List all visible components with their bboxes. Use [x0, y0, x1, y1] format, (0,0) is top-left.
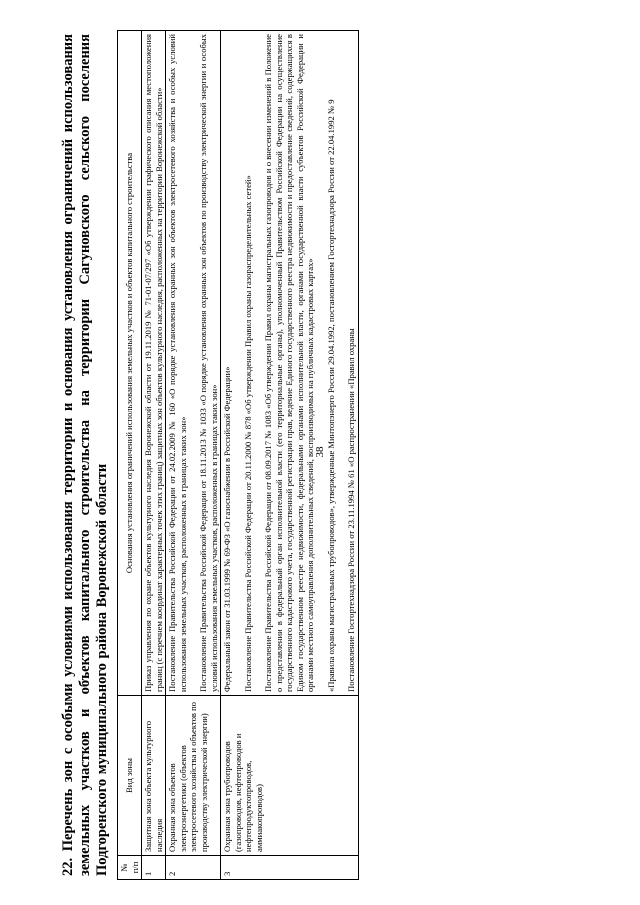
document-heading: 22. Перечень зон с особыми условиями использования территории и основания установления ограничений использования земельных участков и объектов капитального строительства на территории Сагуновского сельского поселения Подгоренского муниципального района Воронежской области [60, 34, 110, 876]
row-basis [221, 31, 359, 696]
basis-paragraph: Приказ управления по охране объектов культурного наследия Воронежской области от 19.11.2019 № 71-01-07/297 «Об утверждении графического описания местоположения границ (с перечнем координат характерных точек этих границ) защитных зон объектов культурного наследия, расположенных на территории Воронежской области» [143, 34, 164, 692]
header-num: № п/п [118, 856, 142, 880]
row-basis [166, 31, 221, 696]
row-num: 2 [166, 856, 221, 880]
basis-paragraph: «Правила охраны магистральных трубопроводов», утвержденные Минтопэнерго России 29.04.1992, постановлением Госгортехнадзора России от 22.04.1992 № 9 [325, 99, 336, 692]
row-num: 1 [142, 856, 166, 880]
row-num: 3 [221, 856, 359, 880]
zones-table [117, 30, 359, 880]
row-zone-type: Защитная зона объекта культурного наследия [142, 696, 166, 856]
page-number: 38 [314, 446, 326, 458]
basis-paragraph: Постановление Госгортехнадзора России от 23.11.1994 № 61 «О распространении «Правил охраны [346, 328, 356, 692]
basis-paragraph: Постановление Правительства Российской Федерации от 08.09.2017 № 1083 «Об утверждении Правил охраны магистральных газопроводов и о внесении изменений в Положение о представлении в федеральный орган исполнительной власти (его территориальные органы), уполномоченный Правительством Российской Федерации на осуществление государственного кадастрового учета, государственной регистрации прав, ведение Единого государственного реестра недвижимости и предоставление сведений, содержащихся в Едином государственном реестре недвижимости, федеральными органами исполнительной власти, органами государственной власти субъектов Российской Федерации и органами местного самоуправления дополнительных сведений, воспроизводимых на публичных кадастровых картах» [263, 34, 315, 692]
row-basis [142, 31, 166, 696]
row-zone-type: Охранная зона трубопроводов (газопроводов, нефтепроводов и нефтепродуктопроводов, аммиакопроводов) [221, 696, 359, 856]
header-basis: Основания установления ограничений использования земельных участков и объектов капитального строительства [118, 31, 142, 696]
table-row [221, 31, 359, 880]
basis-paragraph: Постановление Правительства Российской Федерации от 20.11.2000 № 878 «Об утверждении Правил охраны газораспределительных сетей» [242, 175, 253, 692]
header-zone-type: Вид зоны [118, 696, 142, 856]
basis-paragraph: Федеральный закон от 31.03.1999 № 69-ФЗ «О газоснабжении в Российской Федерации» [222, 366, 232, 692]
basis-paragraph: Постановление Правительства Российской Федерации от 24.02.2009 № 160 «О порядке установления охранных зон объектов электросетевого хозяйства и особых условий использования земельных участков, расположенных в границах таких зон» [167, 34, 188, 692]
table-header-row [118, 31, 142, 880]
table-row [166, 31, 221, 880]
table-row [142, 31, 166, 880]
basis-paragraph: Постановление Правительства Российской Федерации от 18.11.2013 № 1033 «О порядке установления охранных зон объектов по производству электрической энергии и особых условий использования земельных участков, расположенных в границах таких зон» [198, 34, 219, 692]
rotated-page-content [60, 30, 600, 880]
row-zone-type: Охранная зона объектов электроэнергетики (объектов электросетевого хозяйства и объектов по производству электрической энергии) [166, 696, 221, 856]
